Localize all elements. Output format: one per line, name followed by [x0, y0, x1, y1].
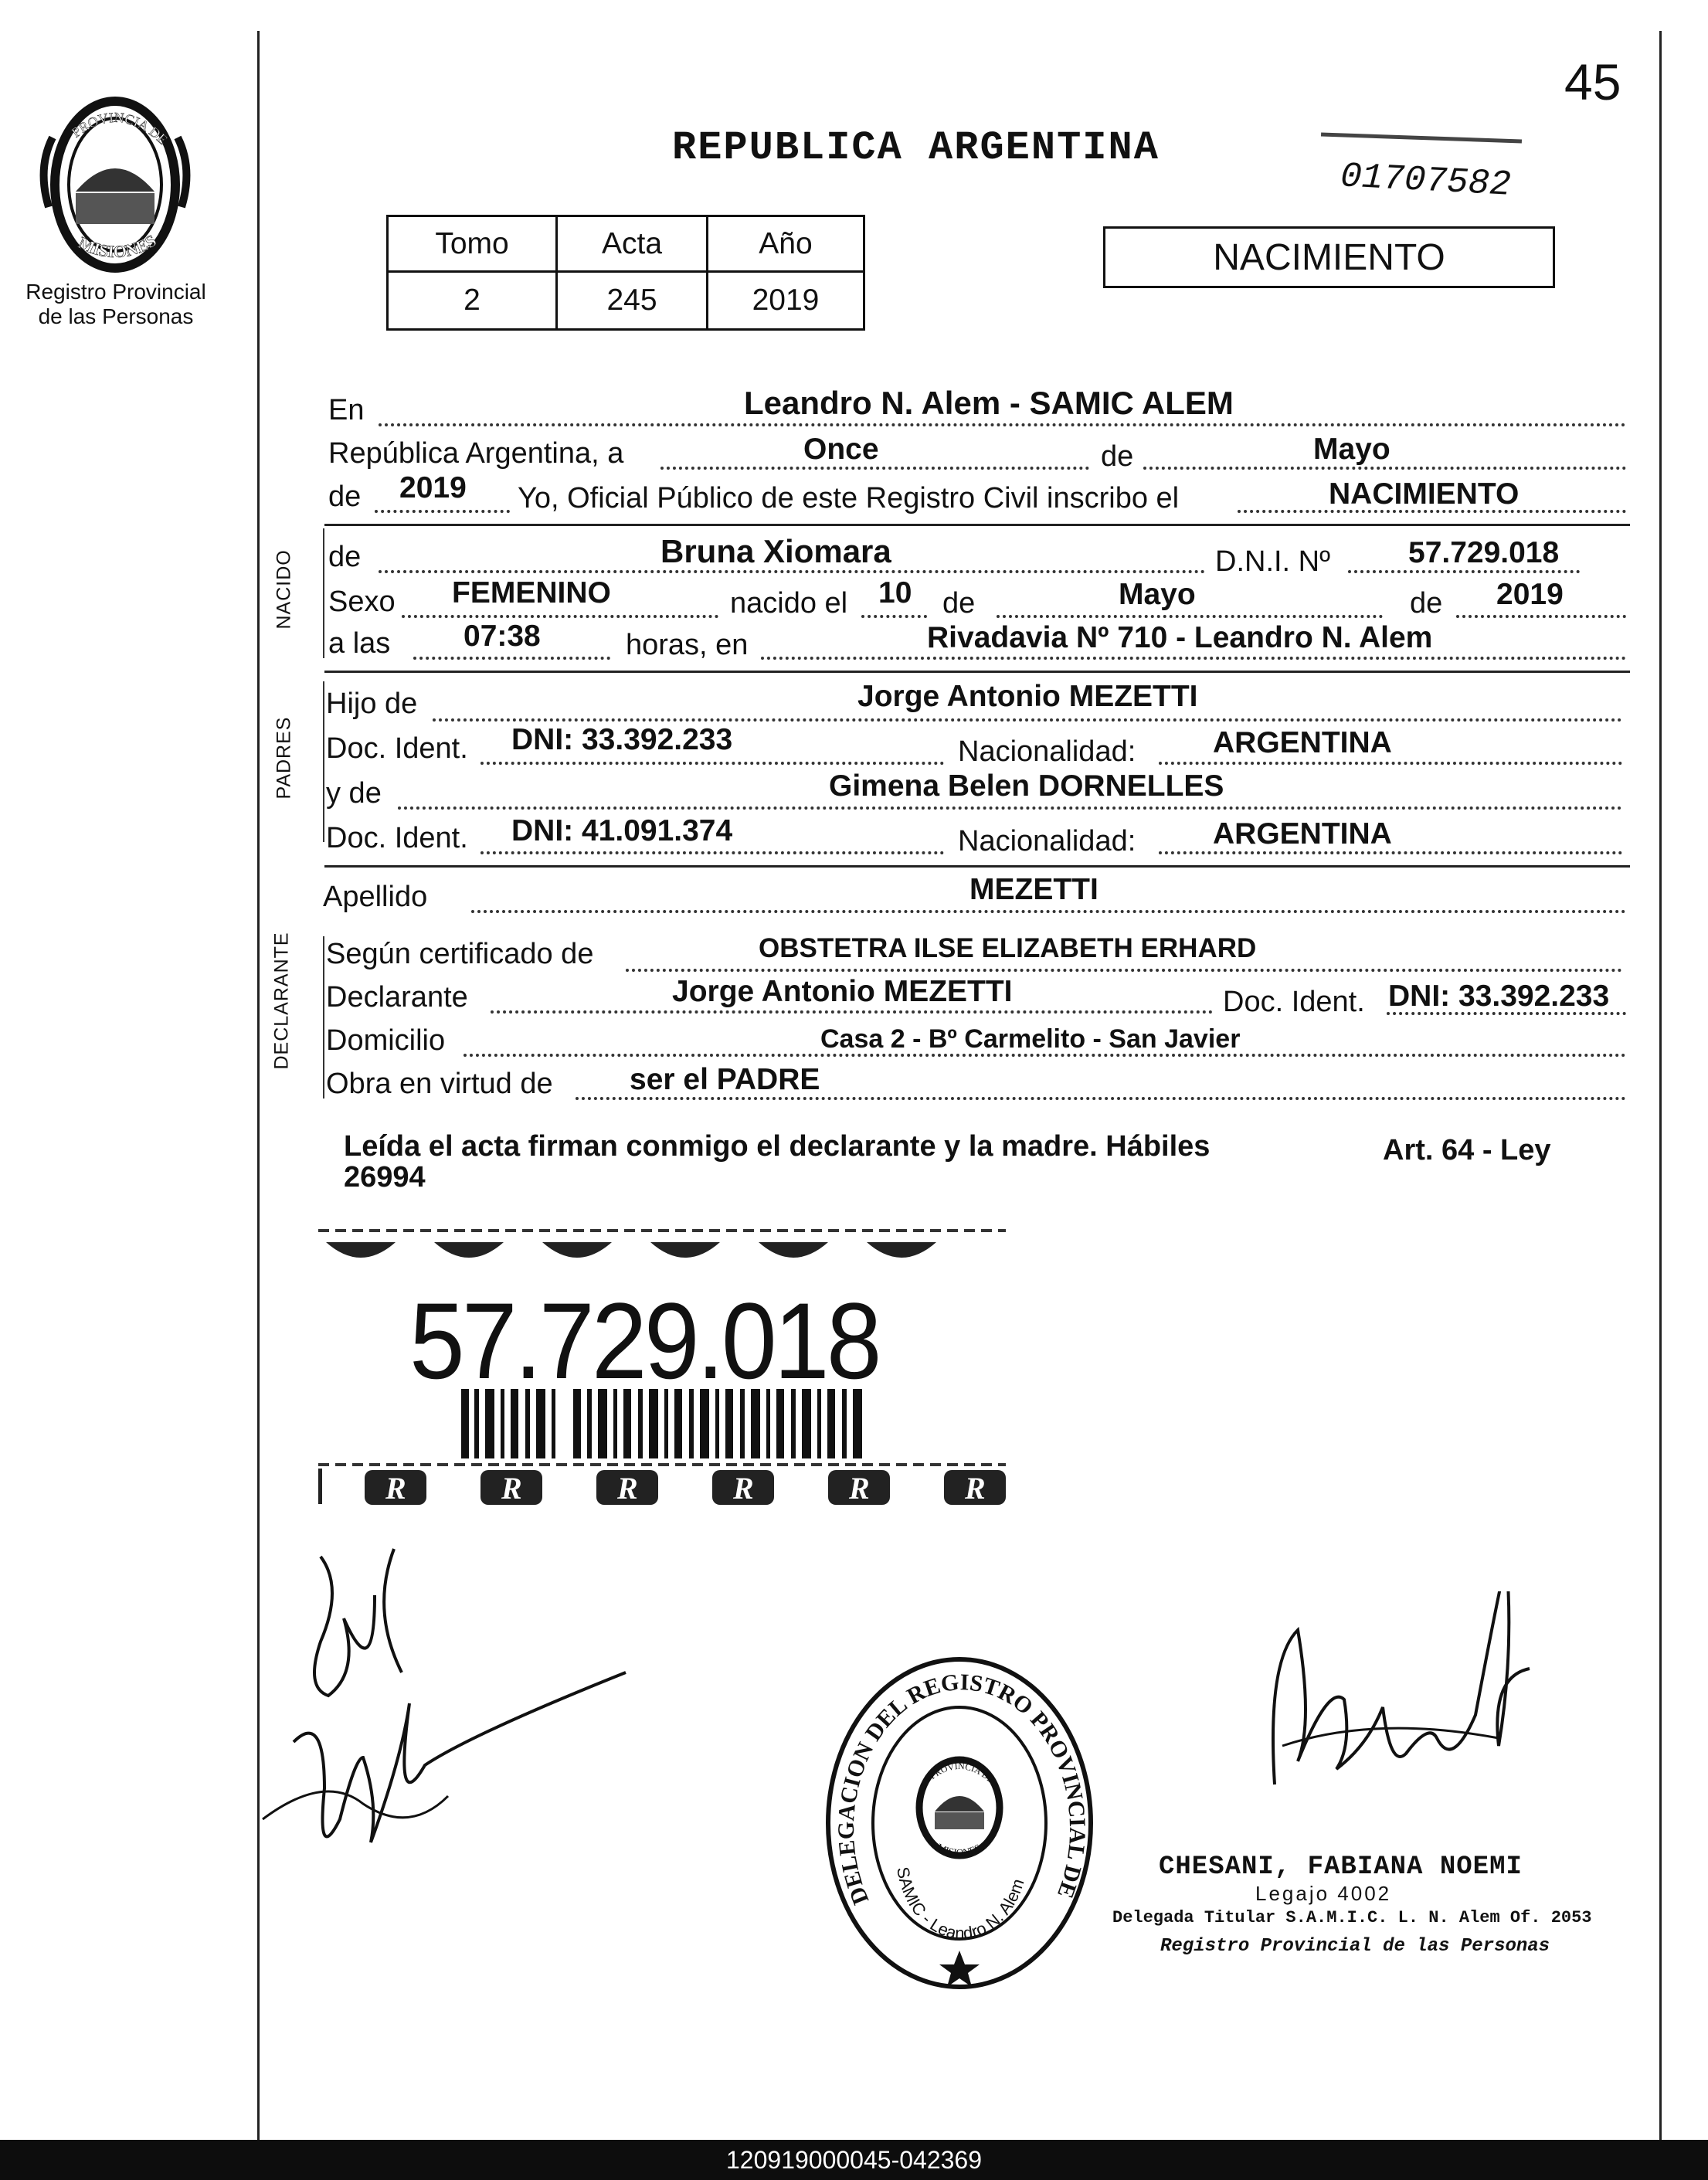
father-nationality: ARGENTINA	[1213, 726, 1392, 759]
dotted-line	[861, 615, 927, 618]
official-name: CHESANI, FABIANA NOEMI	[1159, 1852, 1523, 1882]
dotted-line	[471, 910, 1626, 913]
dotted-line	[1387, 1012, 1626, 1015]
declarant-relation: ser el PADRE	[630, 1063, 820, 1096]
pattern-glyph: R	[849, 1471, 870, 1506]
closing-article: Art. 64 - Ley	[1383, 1134, 1551, 1166]
section-rule	[324, 524, 1630, 526]
page-number: 45	[1564, 53, 1621, 110]
closing-line-1: Leída el acta firman conmigo el declarante y la madre. Hábiles	[344, 1130, 1211, 1163]
de-label: de	[942, 587, 976, 620]
logo-caption-line2: de las Personas	[38, 304, 194, 328]
provincial-seal-logo	[29, 91, 201, 278]
de-label: de	[328, 541, 362, 573]
section-divider-padres	[323, 681, 324, 842]
closing-line-2: 26994	[344, 1161, 426, 1194]
pattern-glyph: R	[617, 1471, 638, 1506]
official-signature	[1251, 1591, 1545, 1823]
de-label: de	[1410, 587, 1443, 620]
y-de-label: y de	[326, 777, 382, 810]
domicilio-label: Domicilio	[326, 1024, 446, 1057]
stamp-inner-text: SAMIC - Leandro N. Alem	[893, 1865, 1028, 1944]
registration-month: Mayo	[1313, 433, 1391, 466]
dotted-line	[1456, 615, 1626, 618]
svg-text:DELEGACION DEL REGISTRO PROVIN	[823, 1653, 1090, 1908]
registered-event: NACIMIENTO	[1329, 477, 1520, 511]
nacido-el-label: nacido el	[730, 587, 848, 620]
dotted-line	[1143, 467, 1626, 470]
declarant-address: Casa 2 - Bº Carmelito - San Javier	[820, 1024, 1241, 1054]
birth-day: 10	[878, 576, 912, 610]
stamp-seal-top: PROVINCIA DE	[927, 1760, 997, 1785]
father-doc: DNI: 33.392.233	[511, 723, 733, 756]
de-label-2: de	[328, 480, 362, 513]
birth-month: Mayo	[1119, 578, 1196, 611]
section-rule	[324, 671, 1630, 673]
dotted-line	[1348, 570, 1580, 573]
official-position: Delegada Titular S.A.M.I.C. L. N. Alem Of. 2053	[1112, 1908, 1592, 1927]
stamp-ring-text: DELEGACION DEL REGISTRO PROVINCIAL DE	[833, 1669, 1091, 1909]
declarant-doc: DNI: 33.392.233	[1388, 980, 1610, 1013]
declarante-label: Declarante	[326, 981, 468, 1014]
footer-bar	[0, 2140, 1708, 2180]
certificate-issuer: OBSTETRA ILSE ELIZABETH ERHARD	[759, 933, 1257, 963]
sexo-label: Sexo	[328, 586, 396, 618]
mother-doc: DNI: 41.091.374	[511, 814, 733, 847]
father-nationality-label: Nacionalidad:	[958, 735, 1136, 768]
table-header-anio: Año	[706, 215, 865, 273]
birth-time: 07:38	[464, 620, 541, 653]
dotted-line	[413, 657, 610, 660]
dotted-line	[491, 1010, 1213, 1014]
dotted-line	[1159, 762, 1622, 765]
republica-label: República Argentina, a	[328, 437, 624, 470]
apellido-label: Apellido	[323, 881, 428, 913]
pattern-glyph: R	[965, 1471, 986, 1506]
seal-bottom-text: MISIONES	[75, 230, 160, 262]
declarant-name: Jorge Antonio MEZETTI	[672, 975, 1013, 1008]
dotted-line	[997, 615, 1383, 618]
surname: MEZETTI	[969, 873, 1098, 906]
mother-doc-label: Doc. Ident.	[326, 822, 468, 854]
footer-code: 120919000045-042369	[726, 2146, 982, 2174]
birth-year: 2019	[1496, 578, 1564, 611]
section-rule	[324, 865, 1630, 868]
a-las-label: a las	[328, 627, 391, 660]
section-divider-declarante	[323, 936, 324, 1098]
registration-place: Leandro N. Alem - SAMIC ALEM	[744, 385, 1234, 421]
hijo-de-label: Hijo de	[326, 688, 418, 720]
official-institution: Registro Provincial de las Personas	[1160, 1936, 1550, 1957]
country-title: REPUBLICA ARGENTINA	[672, 125, 1160, 171]
registration-day-words: Once	[803, 433, 879, 466]
declarant-doc-label: Doc. Ident.	[1223, 986, 1365, 1018]
registration-year: 2019	[399, 471, 467, 504]
svg-text:SAMIC - Leandro N. Alem	[893, 1866, 1028, 1943]
dotted-line	[626, 969, 1622, 972]
declarant-signature	[247, 1526, 633, 1927]
table-value-tomo: 2	[386, 270, 558, 331]
dotted-line	[398, 806, 1622, 810]
registry-stamp	[823, 1653, 1097, 1993]
dotted-line	[379, 423, 1626, 426]
table-header-acta: Acta	[555, 215, 708, 273]
child-dni: 57.729.018	[1408, 536, 1560, 569]
section-divider-nacido	[323, 528, 324, 658]
stamp-seal-bottom: MISIONES	[935, 1841, 983, 1859]
segun-label: Según certificado de	[326, 938, 594, 970]
oficial-text: Yo, Oficial Público de este Registro Civil inscribo el	[518, 482, 1180, 514]
table-value-acta: 245	[555, 270, 708, 331]
table-header-tomo: Tomo	[386, 215, 558, 273]
mother-nationality: ARGENTINA	[1213, 817, 1392, 851]
mother-nationality-label: Nacionalidad:	[958, 825, 1136, 857]
serial-number: 01707582	[1339, 156, 1513, 205]
dotted-line	[379, 570, 1205, 573]
birth-place: Rivadavia Nº 710 - Leandro N. Alem	[927, 621, 1433, 654]
father-doc-label: Doc. Ident.	[326, 732, 468, 765]
dotted-line	[660, 467, 1089, 470]
dotted-line	[375, 510, 510, 513]
father-name: Jorge Antonio MEZETTI	[857, 680, 1198, 713]
child-sex: FEMENINO	[452, 576, 611, 610]
svg-text:MISIONES	[935, 1841, 983, 1858]
dotted-line	[402, 615, 718, 618]
official-legajo: Legajo 4002	[1255, 1882, 1392, 1905]
logo-caption	[0, 280, 232, 329]
mother-name: Gimena Belen DORNELLES	[829, 769, 1224, 803]
obra-label: Obra en virtud de	[326, 1068, 553, 1100]
child-name: Bruna Xiomara	[660, 533, 891, 569]
pattern-glyph: R	[733, 1471, 754, 1506]
dotted-line	[480, 762, 944, 765]
pattern-glyph: R	[501, 1471, 522, 1506]
dotted-line	[761, 657, 1626, 660]
seal-top-text: PROVINCIA DE	[68, 109, 171, 148]
document-type-box: NACIMIENTO	[1103, 226, 1555, 288]
table-value-anio: 2019	[706, 270, 865, 331]
serial-top-stroke	[1321, 132, 1522, 143]
en-label: En	[328, 394, 365, 426]
pattern-glyph: R	[385, 1471, 406, 1506]
dotted-line	[1159, 851, 1622, 854]
dni-label: D.N.I. Nº	[1215, 545, 1330, 578]
section-label-padres: PADRES	[273, 716, 295, 800]
logo-caption-line1: Registro Provincial	[25, 280, 206, 304]
barcode-number: 57.729.018	[409, 1280, 879, 1401]
section-label-declarante: DECLARANTE	[270, 932, 293, 1070]
right-margin-line	[1659, 31, 1662, 2140]
horas-label: horas, en	[626, 629, 749, 661]
section-label-nacido: NACIDO	[273, 549, 295, 630]
dotted-line	[480, 851, 944, 854]
dotted-line	[576, 1097, 1626, 1100]
de-label: de	[1101, 440, 1134, 473]
dotted-line	[433, 718, 1622, 722]
